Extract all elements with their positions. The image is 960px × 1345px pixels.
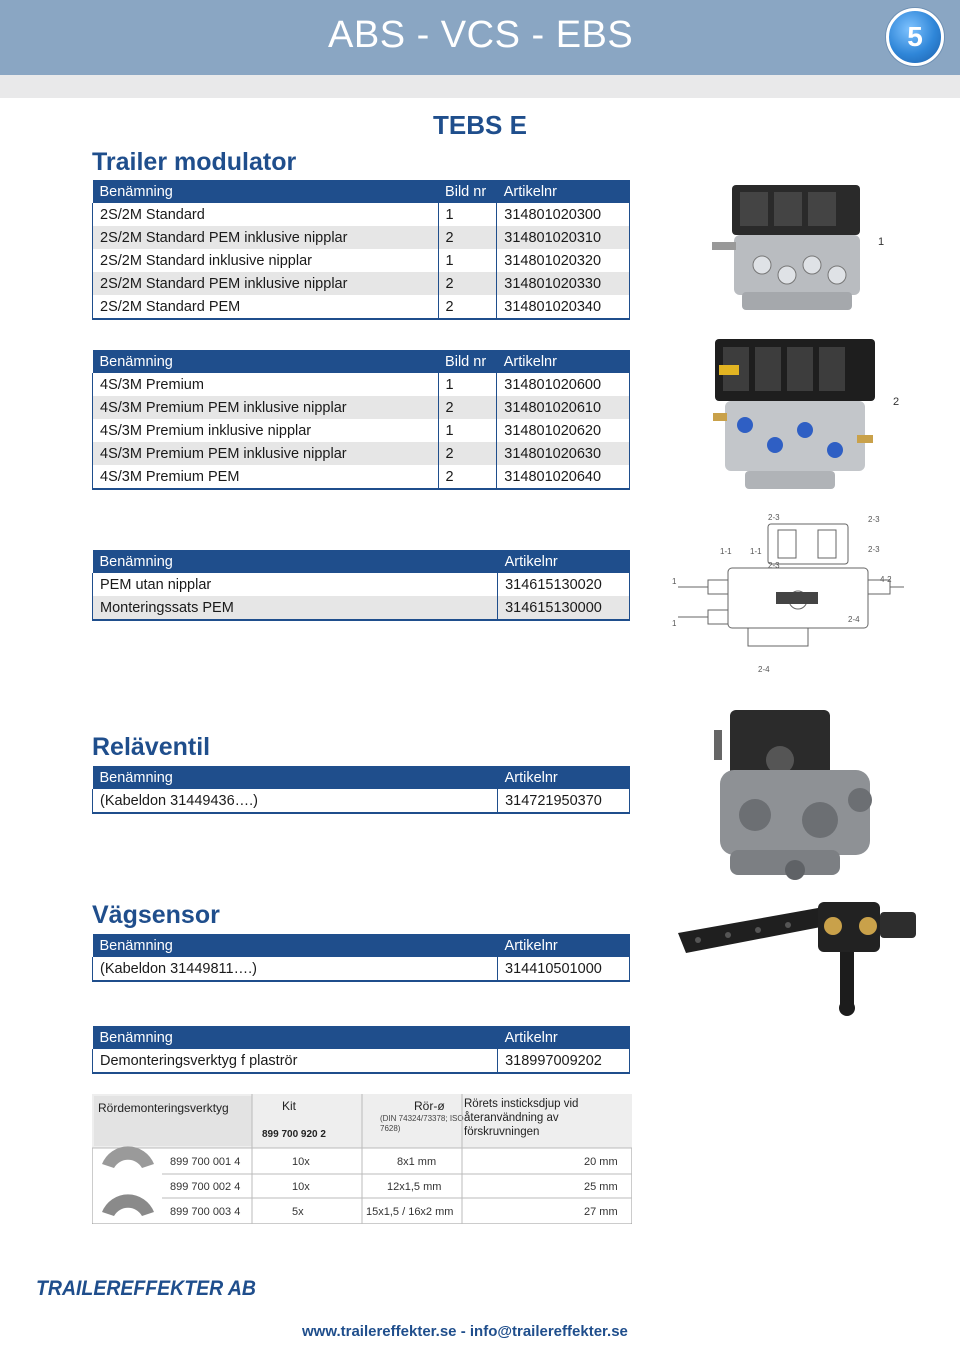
table-row: [93, 295, 630, 319]
tool-depth: 27 mm: [584, 1206, 618, 1218]
tool-header-pipe: Rör-ø: [414, 1099, 445, 1113]
email-link[interactable]: info@trailereffekter.se: [469, 1323, 628, 1340]
footer-separator: -: [456, 1323, 470, 1340]
product-image-height-sensor: [668, 888, 930, 1018]
tool-dimension: 15x1,5 / 16x2 mm: [366, 1206, 454, 1218]
table-pem: [92, 550, 630, 621]
table-row: [93, 957, 630, 981]
column-header-name: Benämning: [93, 550, 498, 573]
column-header-bild: Bild nr: [438, 180, 497, 203]
cell-bild: 1: [438, 419, 497, 442]
page-number-badge: 5: [886, 8, 944, 66]
column-header-art: Artikelnr: [498, 934, 630, 957]
table-relay-valve: [92, 766, 630, 814]
cell-bild: 2: [438, 272, 497, 295]
cell-name: 4S/3M Premium PEM: [93, 465, 439, 489]
cell-name: 2S/2M Standard PEM: [93, 295, 439, 319]
tool-dimension: 8x1 mm: [397, 1156, 437, 1168]
table-row: [93, 419, 630, 442]
cell-art: 314801020310: [497, 226, 630, 249]
page-title: ABS - VCS - EBS: [328, 14, 634, 56]
table-header-row: [93, 1026, 630, 1049]
image-label-2: 2: [893, 396, 900, 408]
table-2s2m: [92, 180, 630, 320]
column-header-art: Artikelnr: [497, 350, 630, 373]
table-row: [93, 1049, 630, 1073]
cell-name: 4S/3M Premium inklusive nipplar: [93, 419, 439, 442]
pem-technical-diagram: [668, 510, 908, 680]
cell-name: 2S/2M Standard inklusive nipplar: [93, 249, 439, 272]
column-header-art: Artikelnr: [498, 766, 630, 789]
product-image-4s3m-modulator: [705, 335, 880, 493]
tool-dimension: 12x1,5 mm: [387, 1181, 442, 1193]
diagram-label: 2-3: [768, 561, 780, 570]
table-row: [93, 272, 630, 295]
cell-bild: 1: [438, 203, 497, 226]
tool-spec-table: [92, 1094, 632, 1224]
diagram-label: 2-4: [758, 665, 770, 674]
company-logo: [36, 1275, 258, 1304]
cell-name: PEM utan nipplar: [93, 573, 498, 596]
diagram-label: 1: [672, 619, 677, 628]
diagram-label: 4-2: [880, 575, 892, 584]
column-header-name: Benämning: [93, 766, 498, 789]
table-4s3m: [92, 350, 630, 490]
table-height-sensor: [92, 934, 630, 982]
cell-name: 4S/3M Premium: [93, 373, 439, 396]
column-header-art: Artikelnr: [497, 180, 630, 203]
table-header-row: [93, 766, 630, 789]
cell-bild: 1: [438, 373, 497, 396]
table-row: [93, 373, 630, 396]
diagram-label: 1: [672, 577, 677, 586]
cell-bild: 2: [438, 295, 497, 319]
table-row: [93, 203, 630, 226]
tool-header-label: Rördemonteringsverktyg: [98, 1101, 229, 1115]
tool-qty: 5x: [292, 1206, 304, 1218]
cell-name: 2S/2M Standard: [93, 203, 439, 226]
section-title-trailer-modulator: Trailer modulator: [92, 148, 297, 176]
image-label-1: 1: [878, 236, 885, 248]
tool-part-number: 899 700 002 4: [170, 1181, 241, 1193]
table-row: [93, 226, 630, 249]
table-row: [93, 573, 630, 596]
cell-art: 314615130020: [498, 573, 630, 596]
cell-art: 314721950370: [498, 789, 630, 813]
tebs-heading: TEBS E: [433, 110, 527, 140]
cell-name: (Kabeldon 31449436….): [93, 789, 498, 813]
footer-contact: [302, 1323, 628, 1340]
section-title-relay-valve: Reläventil: [92, 733, 211, 761]
cell-art: 314615130000: [498, 596, 630, 620]
table-row: [93, 465, 630, 489]
cell-name: 2S/2M Standard PEM inklusive nipplar: [93, 226, 439, 249]
cell-bild: 2: [438, 396, 497, 419]
cell-art: 314801020300: [497, 203, 630, 226]
cell-art: 314801020640: [497, 465, 630, 489]
cell-art: 314801020630: [497, 442, 630, 465]
svg-text:TRAILEREFFEKTER AB: TRAILEREFFEKTER AB: [36, 1277, 256, 1299]
diagram-label: 2-3: [868, 515, 880, 524]
column-header-name: Benämning: [93, 1026, 498, 1049]
tool-part-number: 899 700 001 4: [170, 1156, 241, 1168]
cell-bild: 2: [438, 442, 497, 465]
product-image-relay-valve: [700, 700, 900, 885]
table-row: [93, 249, 630, 272]
tool-din-note: (DIN 74324/73378; ISO 7628): [380, 1114, 464, 1133]
table-row: [93, 396, 630, 419]
tool-part-number: 899 700 003 4: [170, 1206, 241, 1218]
tool-qty: 10x: [292, 1156, 310, 1168]
cell-art: 314801020340: [497, 295, 630, 319]
cell-name: 4S/3M Premium PEM inklusive nipplar: [93, 442, 439, 465]
cell-name: Monteringssats PEM: [93, 596, 498, 620]
cell-art: 314410501000: [498, 957, 630, 981]
diagram-label: 1-1: [750, 547, 762, 556]
table-removal-tool: [92, 1026, 630, 1074]
cell-art: 314801020330: [497, 272, 630, 295]
cell-art: 314801020620: [497, 419, 630, 442]
cell-name: (Kabeldon 31449811….): [93, 957, 498, 981]
cell-name: Demonteringsverktyg f plaströr: [93, 1049, 498, 1073]
diagram-label: 1-1: [720, 547, 732, 556]
product-image-2s2m-modulator: [712, 180, 872, 315]
column-header-art: Artikelnr: [498, 550, 630, 573]
table-header-row: [93, 350, 630, 373]
website-link[interactable]: www.trailereffekter.se: [302, 1323, 457, 1340]
cell-art: 314801020600: [497, 373, 630, 396]
tool-depth: 25 mm: [584, 1181, 618, 1193]
cell-bild: 2: [438, 226, 497, 249]
cell-name: 4S/3M Premium PEM inklusive nipplar: [93, 396, 439, 419]
column-header-bild: Bild nr: [438, 350, 497, 373]
tool-qty: 10x: [292, 1181, 310, 1193]
table-header-row: [93, 550, 630, 573]
table-header-row: [93, 180, 630, 203]
column-header-name: Benämning: [93, 934, 498, 957]
section-title-height-sensor: Vägsensor: [92, 901, 220, 929]
table-row: [93, 596, 630, 620]
tool-header-kit: Kit: [282, 1099, 297, 1113]
column-header-art: Artikelnr: [498, 1026, 630, 1049]
column-header-name: Benämning: [93, 350, 439, 373]
table-row: [93, 442, 630, 465]
cell-art: 318997009202: [498, 1049, 630, 1073]
cell-bild: 1: [438, 249, 497, 272]
header-stripe: [0, 75, 960, 98]
diagram-label: 2-3: [768, 513, 780, 522]
diagram-label: 2-3: [868, 545, 880, 554]
cell-art: 314801020610: [497, 396, 630, 419]
column-header-name: Benämning: [93, 180, 439, 203]
diagram-label: 2-4: [848, 615, 860, 624]
table-header-row: [93, 934, 630, 957]
tool-header-depth: Rörets insticksdjup vid återanvändning av förskruvningen: [464, 1098, 579, 1138]
table-row: [93, 789, 630, 813]
cell-name: 2S/2M Standard PEM inklusive nipplar: [93, 272, 439, 295]
tool-kit-number: 899 700 920 2: [262, 1129, 326, 1140]
cell-bild: 2: [438, 465, 497, 489]
cell-art: 314801020320: [497, 249, 630, 272]
tool-depth: 20 mm: [584, 1156, 618, 1168]
